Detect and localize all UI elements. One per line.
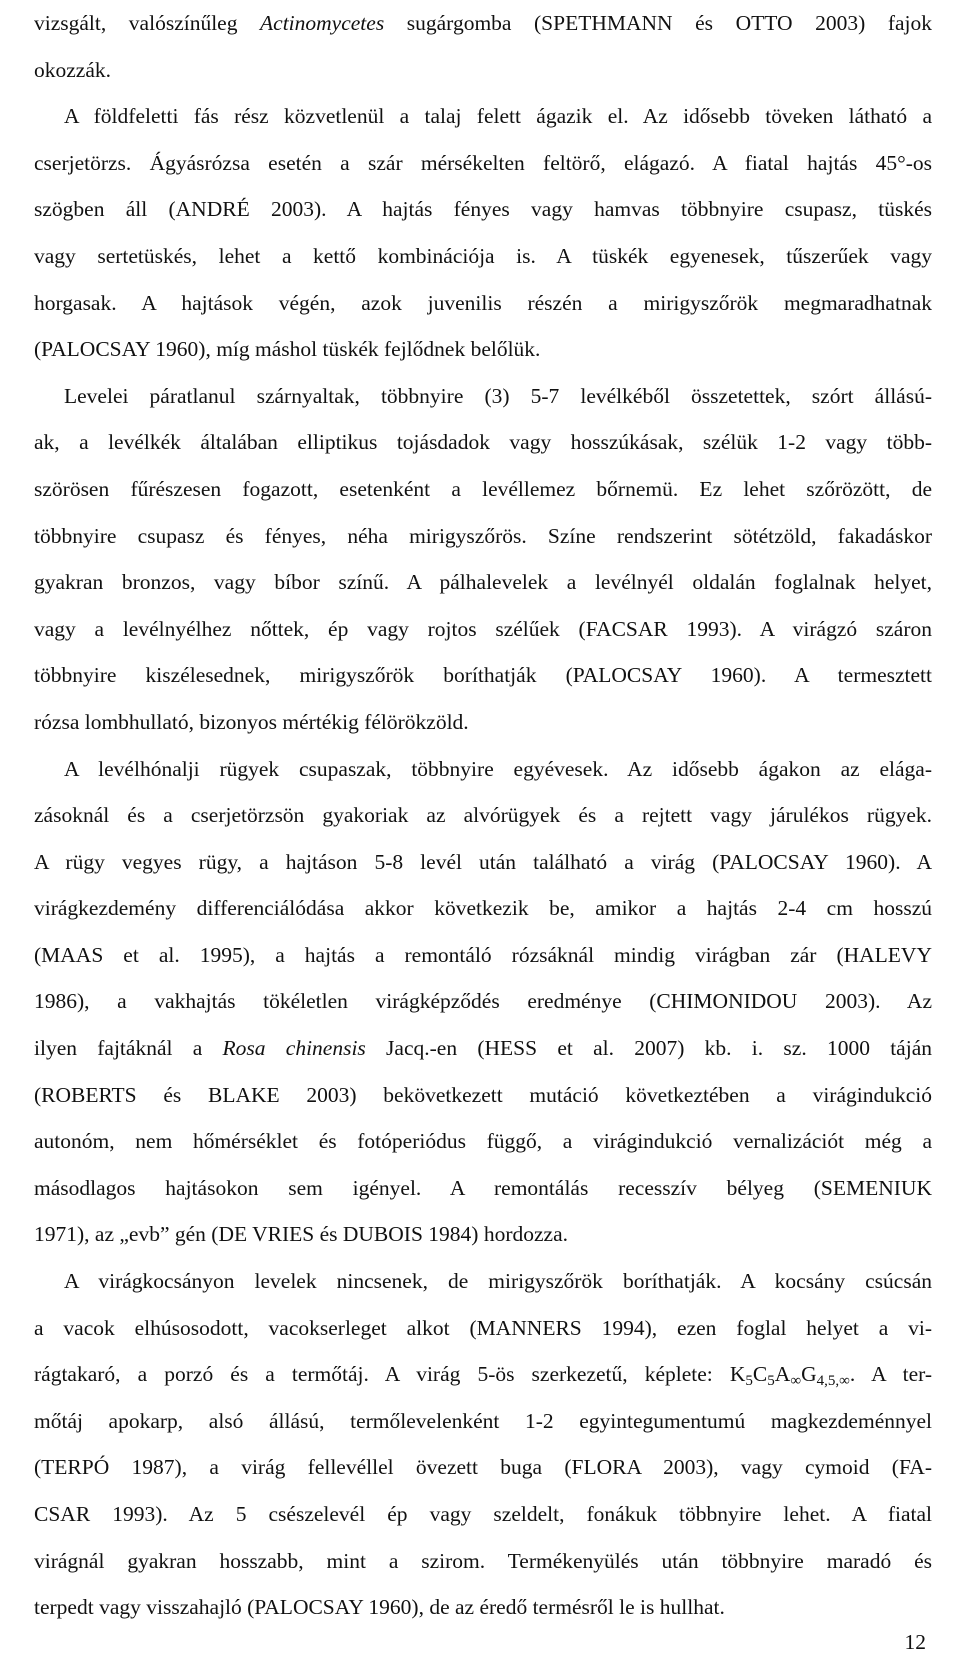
text-segment: autonóm, nem hőmérséklet és fotóperiódus függő, a virágindukció vernalizációt még a (34, 1129, 932, 1154)
text-segment: szögben áll (ANDRÉ 2003). A hajtás fényes vagy hamvas többnyire csupasz, tüskés (34, 197, 932, 222)
text-line (34, 140, 932, 187)
text-line (34, 186, 932, 233)
text-line (34, 373, 932, 420)
text-segment: 1971), az „evb” gén (DE VRIES és DUBOIS 1984) hordozza. (34, 1222, 568, 1247)
text-segment: a vacok elhúsosodott, vacokserleget alkot (MANNERS 1994), ezen foglal helyet a vi- (34, 1315, 932, 1340)
text-line (34, 1584, 932, 1631)
text-segment: terpedt vagy visszahajló (PALOCSAY 1960), de az éredő termésről le is hullhat. (34, 1595, 725, 1620)
text-segment: horgasak. A hajtások végén, azok juvenilis részén a mirigyszőrök megmaradhatnak (34, 290, 932, 315)
text-line (34, 652, 932, 699)
text-line (34, 0, 932, 47)
text-segment: szörösen fűrészesen fogazott, esetenként a levéllemez bőrnemü. Ez lehet szőrözött, de (34, 476, 932, 501)
formula-symbol: K (729, 1362, 746, 1387)
formula-subscript: 5 (745, 1372, 753, 1389)
text-line (34, 885, 932, 932)
text-line (34, 1165, 932, 1212)
text-line (34, 746, 932, 793)
text-segment: virágkezdemény differenciálódása akkor következik be, amikor a hajtás 2-4 cm hosszú (34, 896, 932, 921)
text-segment: 1986), a vakhajtás tökéletlen virágképződés eredménye (CHIMONIDOU 2003). Az (34, 989, 932, 1014)
text-line (34, 792, 932, 839)
text-line (34, 233, 932, 280)
text-line (34, 1025, 932, 1072)
formula-prefix: rágtakaró, a porzó és a termőtáj. A virág 5-ös szerkezetű, képlete: (34, 1362, 730, 1387)
text-segment: A rügy vegyes rügy, a hajtáson 5-8 levél után található a virág (PALOCSAY 1960). A (34, 849, 932, 874)
text-line (34, 1491, 932, 1538)
text-segment: Levelei páratlanul szárnyaltak, többnyire (3) 5-7 levélkéből összetettek, szórt állású- (64, 383, 932, 408)
text-line (34, 978, 932, 1025)
text-segment: zásoknál és a cserjetörzsön gyakoriak az alvórügyek és a rejtett vagy járulékos rügyek. (34, 803, 932, 828)
text-segment: cserjetörzs. Ágyásrózsa esetén a szár mérsékelten feltörő, elágazó. A fiatal hajtás 45°-os (34, 150, 932, 175)
text-segment: A virágkocsányon levelek nincsenek, de mirigyszőrök boríthatják. A kocsány csúcsán (64, 1269, 932, 1294)
flower-formula (729, 1362, 850, 1389)
text-line (34, 1351, 932, 1398)
text-line (34, 1258, 932, 1305)
text-line (34, 513, 932, 560)
text-segment: többnyire csupasz és fényes, néha mirigyszőrös. Színe rendszerint sötétzöld, fakadáskor (34, 523, 932, 548)
text-line (34, 1538, 932, 1585)
text-segment: rózsa lombhullató, bizonyos mértékig félörökzöld. (34, 709, 469, 734)
text-segment: vizsgált, valószínűleg (34, 11, 261, 35)
text-segment: sugárgomba (SPETHMANN és OTTO 2003) fajok (384, 11, 932, 35)
text-line (34, 280, 932, 327)
formula-symbol: C (752, 1362, 768, 1387)
text-line (34, 419, 932, 466)
italic-term: Rosa chinensis (222, 1036, 366, 1061)
text-segment: (TERPÓ 1987), a virág fellevéllel övezett buga (FLORA 2003), vagy cymoid (FA- (34, 1455, 932, 1480)
text-segment: virágnál gyakran hosszabb, mint a szirom. Termékenyülés után többnyire maradó és (34, 1548, 932, 1573)
text-segment: ilyen fajtáknál a (34, 1036, 223, 1061)
formula-symbol: G (801, 1362, 817, 1387)
text-line (34, 839, 932, 886)
text-segment: okozzák. (34, 57, 112, 82)
text-line (34, 699, 932, 746)
text-segment: gyakran bronzos, vagy bíbor színű. A pálhalevelek a levélnyél oldalán foglalnak helyet, (34, 570, 932, 595)
text-line (34, 559, 932, 606)
text-segment: A földfeletti fás rész közvetlenül a talaj felett ágazik el. Az idősebb töveken látható a (64, 104, 932, 129)
text-segment: mőtáj apokarp, alsó állású, termőlevelenként 1-2 egyintegumentumú magkezdeménnyel (34, 1408, 932, 1433)
formula-suffix: . A ter- (849, 1362, 932, 1387)
text-segment: másodlagos hajtásokon sem igényel. A remontálás recesszív bélyeg (SEMENIUK (34, 1175, 932, 1200)
text-line (34, 466, 932, 513)
formula-subscript: 4,5,∞ (816, 1372, 850, 1389)
text-line (34, 1398, 932, 1445)
text-segment: vagy a levélnyélhez nőttek, ép vagy rojtos szélűek (FACSAR 1993). A virágzó száron (34, 616, 932, 641)
body-text (34, 0, 932, 1631)
text-segment: A levélhónalji rügyek csupaszak, többnyire egyévesek. Az idősebb ágakon az elága- (64, 756, 932, 781)
text-segment: (ROBERTS és BLAKE 2003) bekövetkezett mutáció következtében a virágindukció (34, 1082, 932, 1107)
text-line (34, 1118, 932, 1165)
text-segment: vagy sertetüskés, lehet a kettő kombinációja is. A tüskék egyenesek, tűszerűek vagy (34, 243, 932, 268)
page-number: 12 (904, 1630, 926, 1654)
formula-symbol: A (774, 1362, 791, 1387)
text-segment: (PALOCSAY 1960), míg máshol tüskék fejlődnek belőlük. (34, 337, 541, 362)
text-line (34, 606, 932, 653)
text-segment: (MAAS et al. 1995), a hajtás a remontáló rózsáknál mindig virágban zár (HALEVY (34, 942, 932, 967)
text-segment: ak, a levélkék általában elliptikus tojásdadok vagy hosszúkásak, szélük 1-2 vagy több- (34, 430, 932, 455)
text-segment: többnyire kiszélesednek, mirigyszőrök boríthatják (PALOCSAY 1960). A termesztett (34, 663, 932, 688)
text-line (34, 1444, 932, 1491)
text-line (34, 93, 932, 140)
formula-subscript: ∞ (790, 1372, 802, 1389)
formula-subscript: 5 (767, 1372, 775, 1389)
text-line (34, 1211, 932, 1258)
text-line (34, 932, 932, 979)
text-segment: Jacq.-en (HESS et al. 2007) kb. i. sz. 1000 táján (365, 1036, 932, 1061)
text-line (34, 1072, 932, 1119)
text-line (34, 47, 932, 94)
text-line (34, 1305, 932, 1352)
text-segment: CSAR 1993). Az 5 csészelevél ép vagy szeldelt, fonákuk többnyire lehet. A fiatal (34, 1502, 932, 1526)
italic-term: Actinomycetes (260, 11, 385, 35)
text-line (34, 326, 932, 373)
